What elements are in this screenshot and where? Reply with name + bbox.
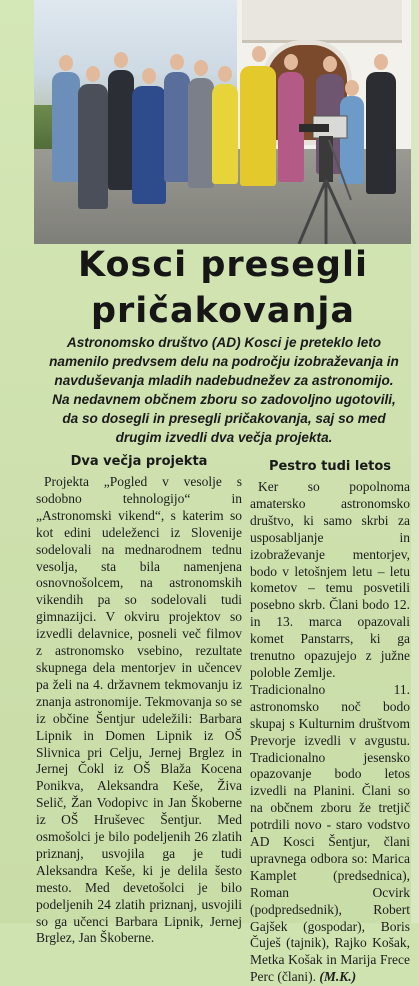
photo-roof xyxy=(242,0,402,43)
photo-person xyxy=(164,72,190,182)
photo-person xyxy=(78,84,108,209)
right-column xyxy=(250,450,410,986)
page-edge xyxy=(411,0,419,923)
section-heading-this-year: Pestro tudi letos xyxy=(268,459,392,474)
telescope-on-tripod xyxy=(289,110,359,244)
photo-person xyxy=(52,72,80,182)
photo-person xyxy=(366,72,396,194)
article-title: Kosci presegli pričakovanja xyxy=(78,245,368,331)
photo-head xyxy=(142,68,156,84)
section-text-this-year: Ker so popolnoma amatersko astronomsko društvo, ki samo skrbi za usposabljanje in izobraževanje mentorjev, bodo v letošnjem letu – letu kometov – temu posvetili posebno skrb. Člani bodo 12. in 13. marca opazovali komet Panstarrs, ki ga trenutno opazujejo z južne poloble Zemlje. xyxy=(250,479,410,680)
photo-head xyxy=(252,46,266,62)
photo-head xyxy=(323,56,337,72)
section-text-this-year-b-text: Tradicionalno 11. astronomsko noč bodo skupaj s Kulturnim društvom Prevorje izvedli v avgustu. Tradicionalno jesensko opazovanje bodo letos izvedli na Planini. Člani so na občnem zboru že tretjič potrdili novo - staro vodstvo AD Kosci Šentjur, člani upravnega odbora so: Marica Kamplet (predsednica), Roman Ocvirk (podpredsednik), Robert Gajšek (gospodar), Boris Čuješ (tajnik), Rajko Košak, Metka Košak in Marija Frece Perc (člani). xyxy=(250,681,410,985)
photo-head xyxy=(86,66,100,82)
photo-head xyxy=(114,52,128,68)
photo-head xyxy=(218,66,232,82)
photo-head xyxy=(345,80,359,96)
photo-person xyxy=(212,84,238,184)
photo-person xyxy=(132,86,166,204)
photo-head xyxy=(170,54,184,70)
photo-person xyxy=(240,66,276,186)
author-signature: (M.K.) xyxy=(319,969,357,985)
photo-head xyxy=(374,54,388,70)
photo-head xyxy=(194,60,208,76)
section-text-this-year-b xyxy=(250,682,410,986)
section-text-projects: Projekta „Pogled v vesolje s sodobno tehnologijo“ in „Astronomski vikend“, s katerim so kot edini udeleženci iz Slovenije sodelovali na mednarodnem tednu vesolja, sta bila namenjena osnovnošolcem, na astronomskih vikendih pa so sodelovali tudi gimnazijci. V okviru projektov so izvedli delavnice, posneli več filmov z astronomsko vsebino, rezultate skupnega dela mentorjev in učencev pa želi na 4. državnem tekmovanju iz znanja astronomije. Tekmovanja so se iz občine Šentjur udeležili: Barbara Lipnik in Domen Lipnik iz OŠ Slivnica pri Celju, Jernej Brglez in Jernej Čokl iz OŠ Blaža Kocena Ponikva, Aleksandra Keše, Živa Selič, Žan Vodopivc in Jan Škoberne iz OŠ Hruševec Šentjur. Med osmošolci je bilo podeljenih 26 zlatih priznanj, usvojila ga je tudi Aleksandra Keše, ki je delila šesto mesto. Med devetošolci je bilo podeljenih 24 zlatih priznanj, usvojili so ga učenci Barbara Lipnik, Jernej Brglez, Jan Škoberne. xyxy=(36,474,242,946)
photo-person xyxy=(108,70,134,190)
photo-person xyxy=(188,78,214,188)
left-column xyxy=(36,453,242,947)
group-photo xyxy=(34,0,412,244)
section-heading-projects: Dva večja projekta xyxy=(70,454,208,469)
photo-head xyxy=(59,55,73,71)
photo-head xyxy=(284,54,298,70)
article-lead: Astronomsko društvo (AD) Kosci je preteklo leto namenilo predvsem delu na področju izobraževanja in navduševanja mladih nadebudnežev za astronomijo. Na nedavnem občnem zboru so zadovoljno ugotovili, da so dosegli in presegli pričakovanja, saj so med drugim izvedli dva večja projekta. xyxy=(49,335,399,445)
